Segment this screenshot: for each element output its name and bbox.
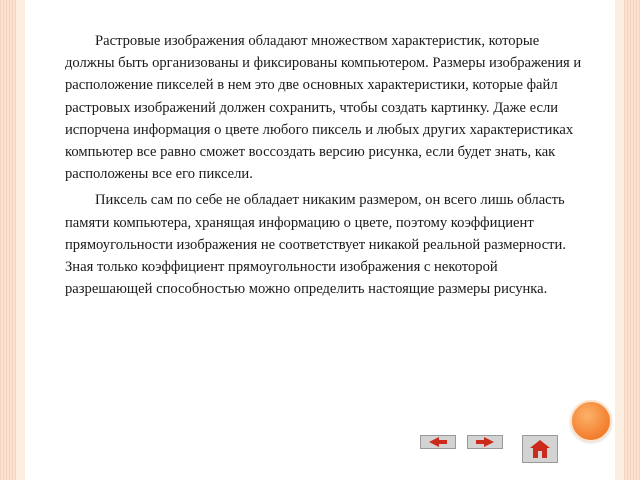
arrow-right-icon [474, 437, 496, 447]
paragraph-raster-characteristics: Растровые изображения обладают множеством характеристик, которые должны быть организованы и фиксированы компьютером. Размеры изображения и расположение пикселей в нем это две основных характеристики, которые файл растровых изображений должен сохранить, чтобы создать картинку. Даже если испорчена информация о цвете любого пиксель и любых других характеристиках компьютер все равно сможет воссоздать версию рисунка, если будет знать, как расположены все его пиксели. [65, 33, 582, 183]
arrow-left-icon [427, 437, 449, 447]
home-icon [529, 439, 551, 459]
paragraph-pixel-size: Пиксель сам по себе не обладает никаким размером, он всего лишь область памяти компьютера, хранящая информацию о цвете, поэтому коэффициент прямоугольности изображения не соответствует никакой реальной размерности. Зная только коэффициент прямоугольности изображения с некоторой разрешающей способностью можно определить настоящие размеры рисунка. [65, 192, 567, 298]
slide-content [25, 0, 615, 480]
decorative-orange-circle [570, 400, 612, 442]
home-button[interactable] [522, 435, 558, 463]
right-border-stripes [624, 0, 640, 480]
next-slide-button[interactable] [467, 435, 503, 449]
left-border-stripes [0, 0, 16, 480]
previous-slide-button[interactable] [420, 435, 456, 449]
slide-text [65, 30, 587, 304]
